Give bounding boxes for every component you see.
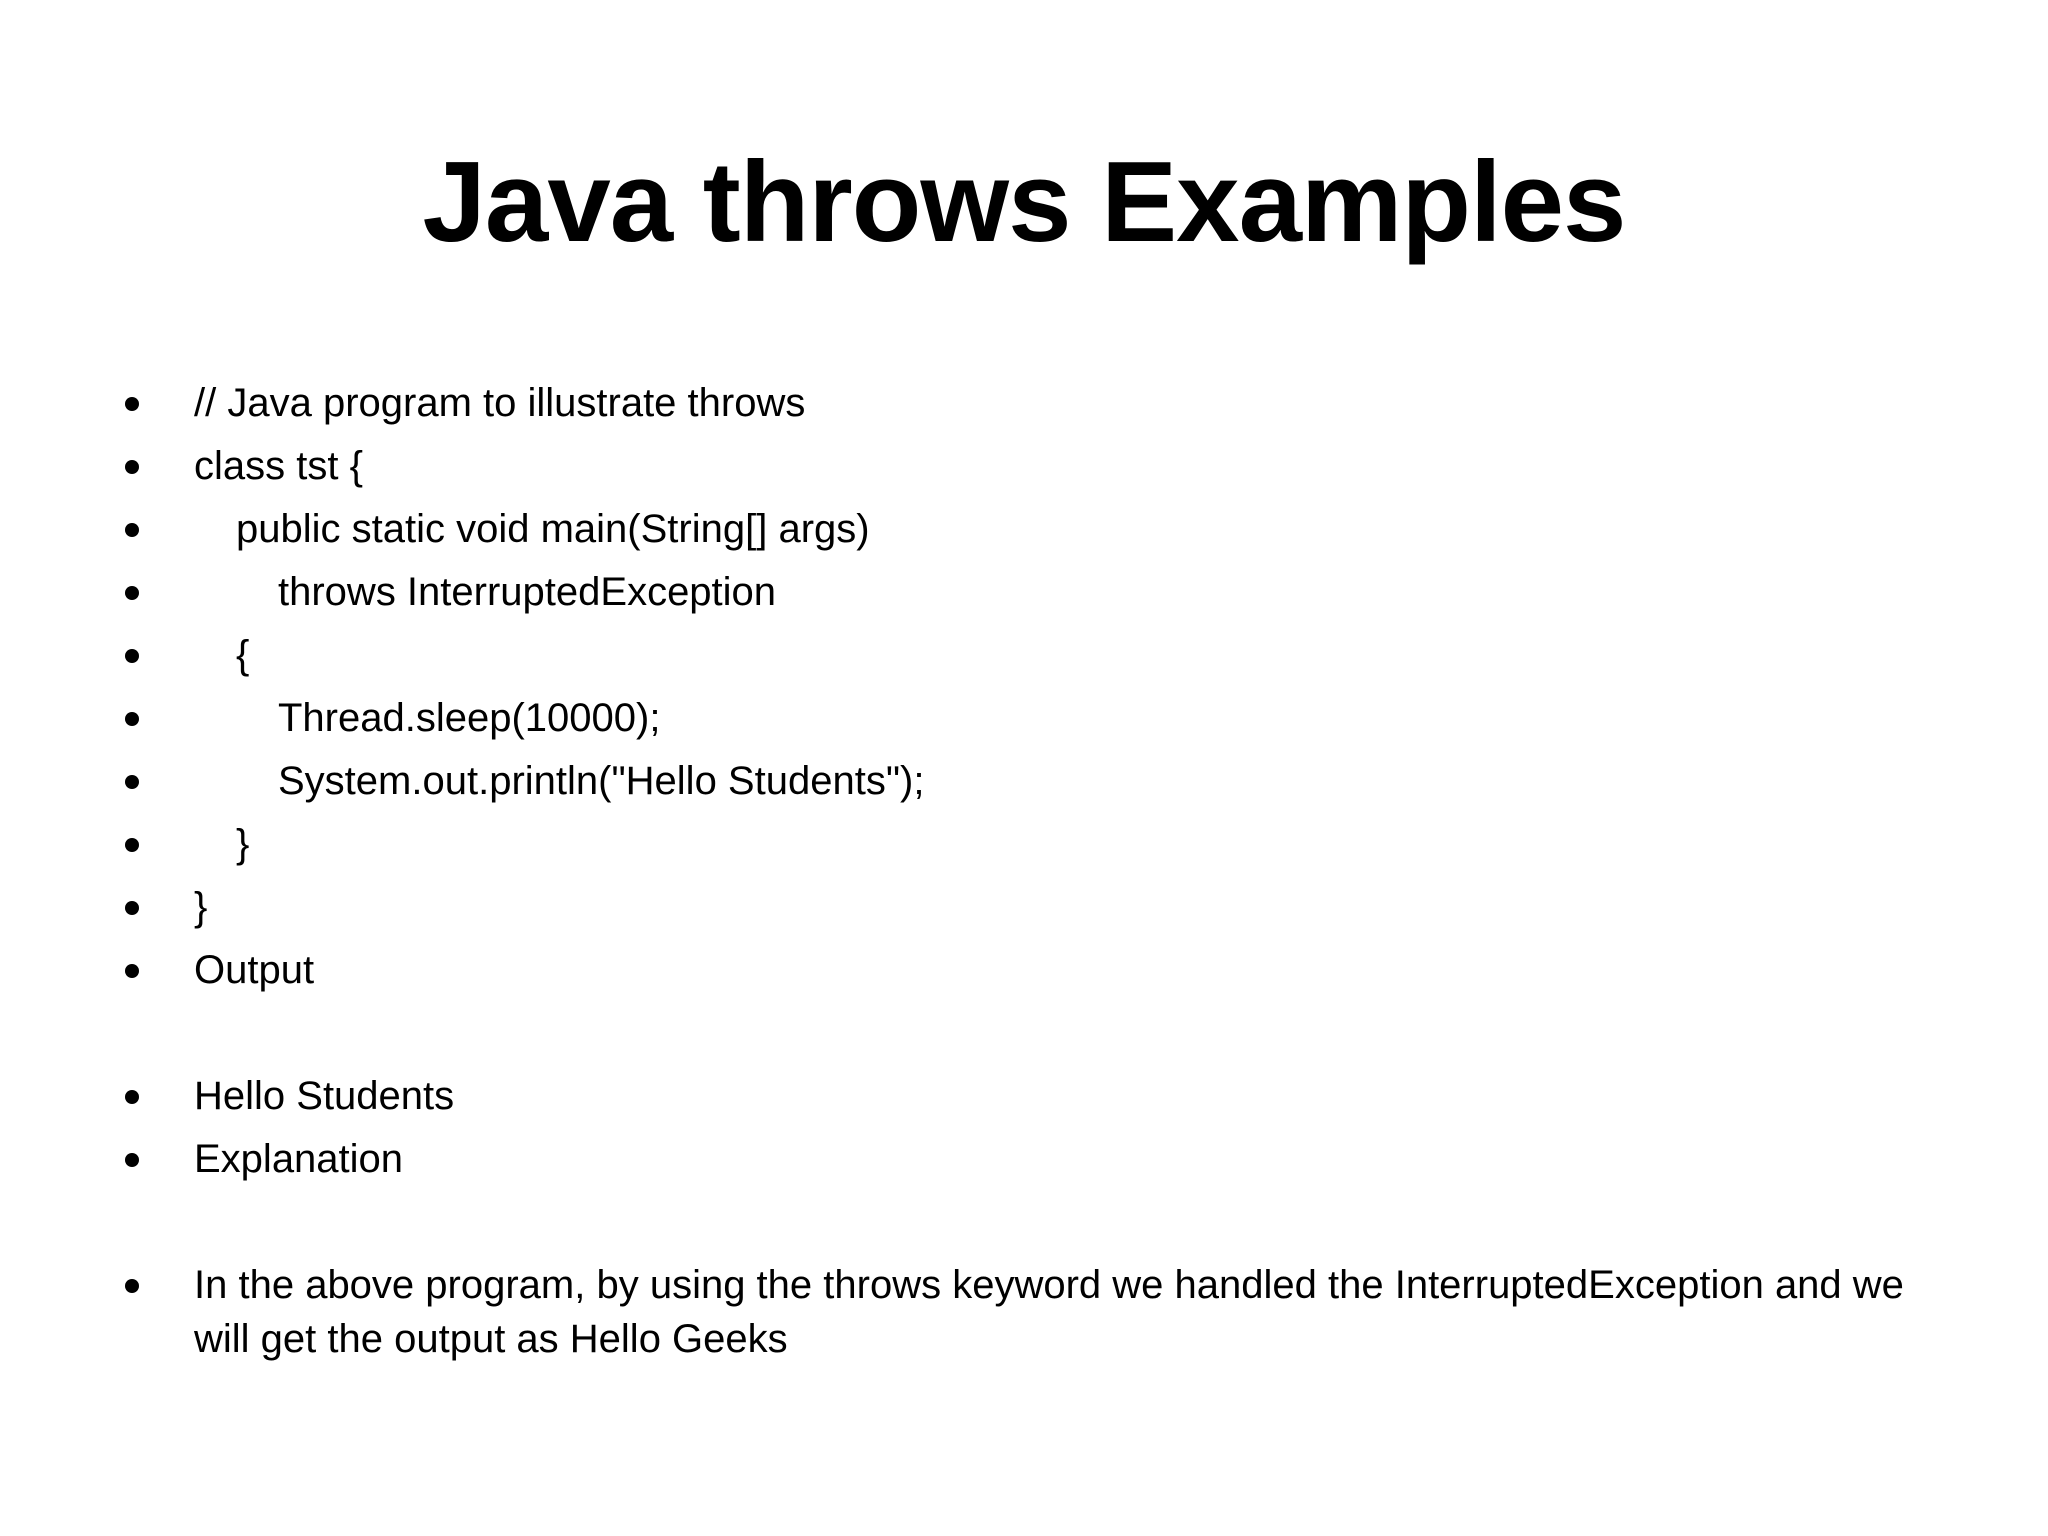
bullet-dot xyxy=(125,964,139,978)
bullet-item: { xyxy=(236,633,250,677)
bullet-item: // Java program to illustrate throws xyxy=(194,381,806,425)
bullet-item: public static void main(String[] args) xyxy=(236,507,870,551)
bullet-dot xyxy=(125,586,139,600)
bullet-item: } xyxy=(236,822,250,866)
bullet-item: Thread.sleep(10000); xyxy=(278,696,661,740)
bullet-item: In the above program, by using the throws keyword we handled the InterruptedException and we will get the output as Hello Geeks xyxy=(194,1263,1904,1361)
slide-title: Java throws Examples xyxy=(422,139,1626,266)
bullet-dot xyxy=(125,775,139,789)
bullet-dot xyxy=(125,1090,139,1104)
bullet-dot xyxy=(125,838,139,852)
bullet-item: Explanation xyxy=(194,1137,404,1181)
bullet-item: } xyxy=(194,885,208,929)
bullet-item: Output xyxy=(194,948,315,992)
bullet-dot xyxy=(125,523,139,537)
bullet-dot xyxy=(125,712,139,726)
bullet-dot xyxy=(125,1153,139,1167)
bullet-item: throws InterruptedException xyxy=(278,570,777,614)
bullet-dot xyxy=(125,901,139,915)
bullet-item: System.out.println("Hello Students"); xyxy=(278,759,925,803)
bullet-item: Hello Students xyxy=(194,1074,455,1118)
bullet-dot xyxy=(125,649,139,663)
bullet-dot xyxy=(125,397,139,411)
bullet-dot xyxy=(125,1279,139,1293)
bullet-dot xyxy=(125,460,139,474)
bullet-item: class tst { xyxy=(194,444,363,488)
